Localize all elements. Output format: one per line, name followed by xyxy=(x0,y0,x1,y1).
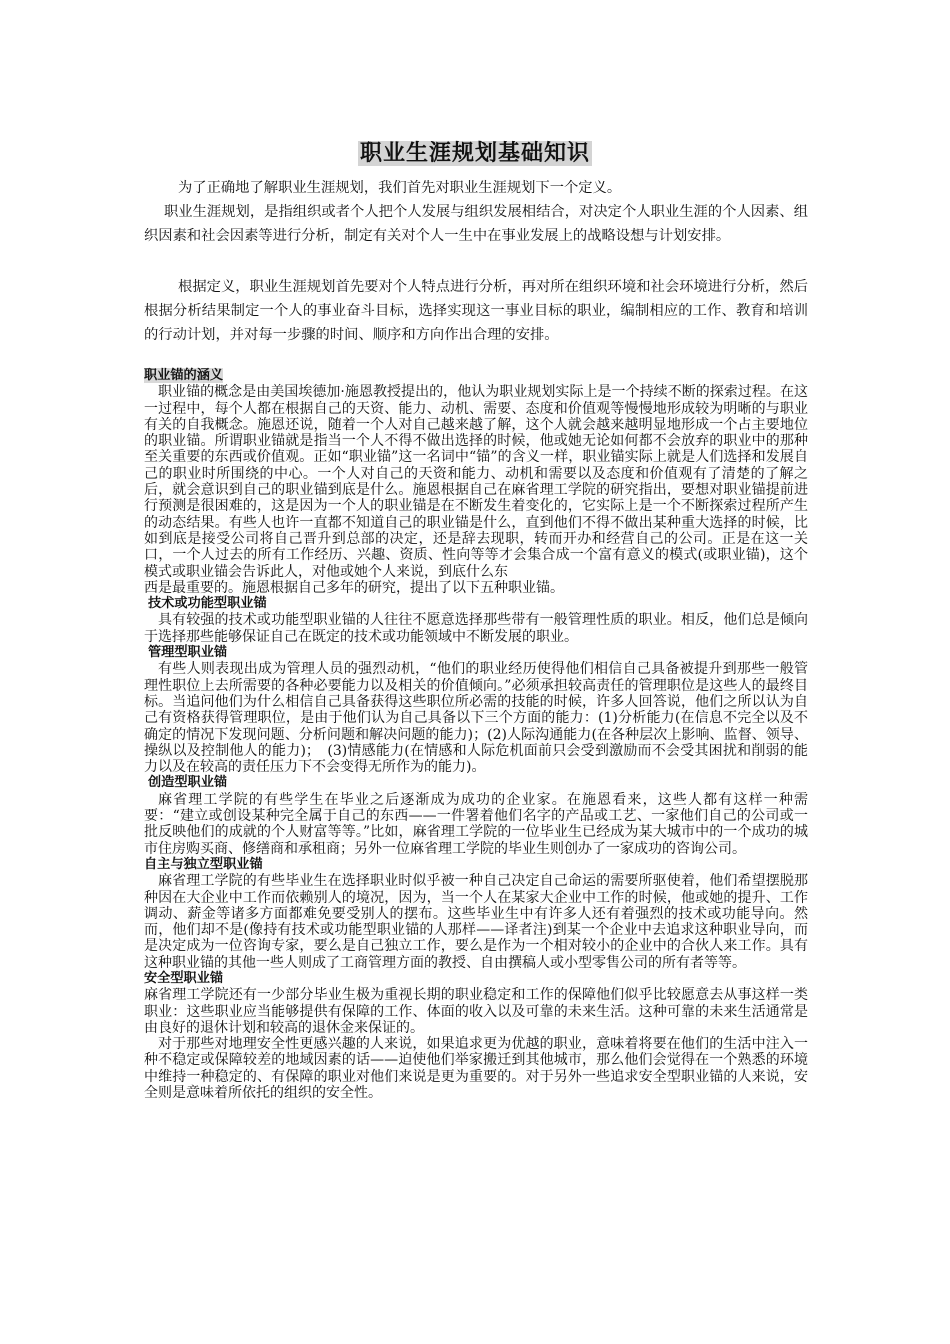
section-heading-creative: 创造型职业锚 xyxy=(148,775,228,791)
section-heading-anchor: 职业锚的涵义 xyxy=(144,368,224,383)
anchor-paragraph-tail: 西是最重要的。施恩根据自己多年的研究，提出了以下五种职业锚。 xyxy=(144,579,564,596)
section-heading-autonomy: 自主与独立型职业锚 xyxy=(144,856,263,872)
autonomy-paragraph: 麻省理工学院的有些毕业生在选择职业时似乎被一种自己决定自己命运的需要所驱使着，他们希望摆脱那种因在大企业中工作而依赖别人的境况，因为，当一个人在某家大企业中工作的时候，他或她的提升、工作调动、薪金等诸多方面都难免要受别人的摆布。这些毕业生中有许多人还有着强烈的技术或功能导向。然而，他们却不是(像持有技术或功能型职业锚的人那样——译者注)到某一个企业中去追求这种职业导向，而是决定成为一位咨询专家，要么是自己独立工作，要么是作为一个相对较小的企业中的合伙人来工作。具有这种职业锚的其他一些人则成了工商管理方面的教授、自由撰稿人或小型零售公司的所有者等等。 xyxy=(144,873,808,971)
document-title-text: 职业生涯规划基础知识 xyxy=(359,141,590,166)
section-heading-security: 安全型职业锚 xyxy=(144,970,224,986)
intro-paragraph-3 xyxy=(144,275,808,347)
anchor-paragraph: 职业锚的概念是由美国埃德加·施恩教授提出的，他认为职业规划实际上是一个持续不断的探索过程。在这一过程中，每个人都在根据自己的天资、能力、动机、需要、态度和价值观等慢慢地形成较为明晰的与职业有关的自我概念。施恩还说，随着一个人对自己越来越了解，这个人就会越来越明显地形成一个占主要地位的职业锚。所谓职业锚就是指当一个人不得不做出选择的时候，他或她无论如何都不会放弃的职业中的那种至关重要的东西或价值观。正如“职业锚”这一名词中“锚”的含义一样，职业锚实际上就是人们选择和发展自己的职业时所围绕的中心。一个人对自己的天资和能力、动机和需要以及态度和价值观有了清楚的了解之后，就会意识到自己的职业锚到底是什么。施恩根据自己在麻省理工学院的研究指出，要想对职业锚提前进行预测是很困难的，这是因为一个人的职业锚是在不断发生着变化的，它实际上是一个不断探索过程所产生的动态结果。有些人也许一直都不知道自己的职业锚是什么，直到他们不得不做出某种重大选择的时候，比如到底是接受公司将自己晋升到总部的决定，还是辞去现职，转而开办和经营自己的公司。正是在这一关口，一个人过去的所有工作经历、兴趣、资质、性向等等才会集合成一个富有意义的模式(或职业锚)，这个模式或职业锚会告诉此人，对他或她个人来说，到底什么东 xyxy=(144,384,808,580)
creative-paragraph: 麻省理工学院的有些学生在毕业之后逐渐成为成功的企业家。在施恩看来，这些人都有这样一种需要：“建立或创设某种完全属于自己的东西——一件署着他们名字的产品或工艺、一家他们自己的公司或一批反映他们的成就的个人财富等等。”比如，麻省理工学院的一位毕业生已经成为某大城市中的一个成功的城市住房购买商、修缮商和承租商；另外一位麻省理工学院的毕业生则创办了一家成功的咨询公司。 xyxy=(144,791,808,857)
technical-paragraph: 具有较强的技术或功能型职业锚的人往往不愿意选择那些带有一般管理性质的职业。相反，他们总是倾向于选择那些能够保证自己在既定的技术或功能领域中不断发展的职业。 xyxy=(144,612,808,645)
intro-text-2: 职业生涯规划，是指组织或者个人把个人发展与组织发展相结合，对决定个人职业生涯的个人因素、组织因素和社会因素等进行分析，制定有关对个人一生中在事业发展上的战略设想与计划安排。 xyxy=(144,204,808,244)
section-heading-management: 管理型职业锚 xyxy=(148,645,228,661)
intro-paragraph-2 xyxy=(144,200,808,248)
intro-text-1: 为了正确地了解职业生涯规划，我们首先对职业生涯规划下一个定义。 xyxy=(178,180,622,196)
career-anchor-section xyxy=(144,368,808,1101)
intro-paragraph-1 xyxy=(144,176,808,200)
intro-text-3: 根据定义，职业生涯规划首先要对个人特点进行分析，再对所在组织环境和社会环境进行分析，然后根据分析结果制定一个人的事业奋斗目标，选择实现这一事业目标的职业，编制相应的工作、教育和培训的行动计划，并对每一步骤的时间、顺序和方向作出合理的安排。 xyxy=(144,279,808,343)
security-paragraph-1: 麻省理工学院还有一少部分毕业生极为重视长期的职业稳定和工作的保障他们似乎比较愿意去从事这样一类职业：这些职业应当能够提供有保障的工作、体面的收入以及可靠的未来生活。这种可靠的未来生活通常是由良好的退休计划和较高的退休金来保证的。 xyxy=(144,987,808,1036)
section-heading-technical: 技术或功能型职业锚 xyxy=(148,596,267,612)
security-paragraph-2: 对于那些对地理安全性更感兴趣的人来说，如果追求更为优越的职业，意味着将要在他们的生活中注入一种不稳定或保障较差的地域因素的话——迫使他们举家搬迁到其他城市，那么他们会觉得在一个熟悉的环境中维持一种稳定的、有保障的职业对他们来说是更为重要的。对于另外一些追求安全型职业锚的人来说，安全则是意味着所依托的组织的安全性。 xyxy=(144,1036,808,1102)
document-title xyxy=(0,136,950,167)
management-paragraph: 有些人则表现出成为管理人员的强烈动机，“他们的职业经历使得他们相信自己具备被提升到那些一般管理性职位上去所需要的各种必要能力以及相关的价值倾向。”必须承担较高责任的管理职位是这些人的最终目标。当追问他们为什么相信自己具备获得这些职位所必需的技能的时候，许多人回答说，他们之所以认为自己有资格获得管理职位，是由于他们认为自己具备以下三个方面的能力：(1)分析能力(在信息不完全以及不确定的情况下发现问题、分析问题和解决问题的能力)；(2)人际沟通能力(在各种层次上影响、监督、领导、操纵以及控制他人的能力)； (3)情感能力(在情感和人际危机面前只会受到激励而不会受其困扰和削弱的能力以及在较高的责任压力下不会变得无所作为的能力)。 xyxy=(144,661,808,776)
